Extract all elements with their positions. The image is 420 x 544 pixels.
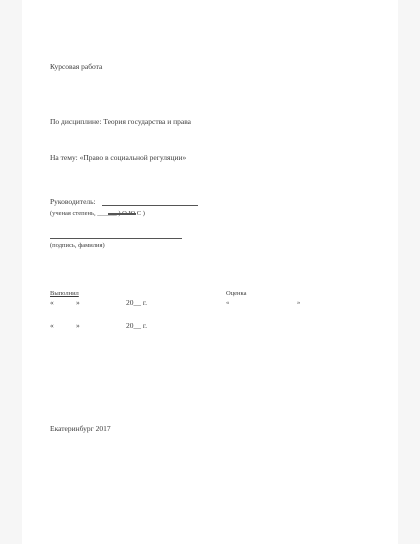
topic-value: «Право в социальной регуляции» [79, 153, 187, 162]
grade-quote-close: » [297, 299, 301, 306]
grade-label: Оценка [226, 290, 247, 297]
performed-by-label: Выполнил [50, 290, 79, 297]
document-page [22, 0, 398, 544]
date-quote-open-1: « [50, 298, 54, 307]
date-quote-close-1: » [76, 298, 80, 307]
discipline-label: По дисциплине: [50, 117, 102, 126]
supervisor-degree-line: (ученая степень, ______ ) О Ю С ) [50, 210, 145, 217]
signature-caption: (подпись, фамилия) [50, 242, 105, 249]
city-year-footer: Екатеринбург 2017 [50, 424, 111, 433]
date-quote-open-2: « [50, 321, 54, 330]
signature-line [50, 238, 182, 239]
date-year-2: 20__ г. [126, 321, 147, 330]
topic-line [50, 153, 186, 162]
topic-label: На тему: [50, 153, 78, 162]
degree-underline [108, 213, 136, 215]
work-type-heading: Курсовая работа [50, 62, 103, 71]
discipline-line [50, 117, 191, 126]
discipline-value: Теория государства и права [103, 117, 192, 126]
date-quote-close-2: » [76, 321, 80, 330]
supervisor-label: Руководитель: [50, 197, 96, 206]
date-year-1: 20__ г. [126, 298, 147, 307]
supervisor-name-line [102, 205, 198, 206]
grade-quote-open: « [226, 299, 230, 306]
